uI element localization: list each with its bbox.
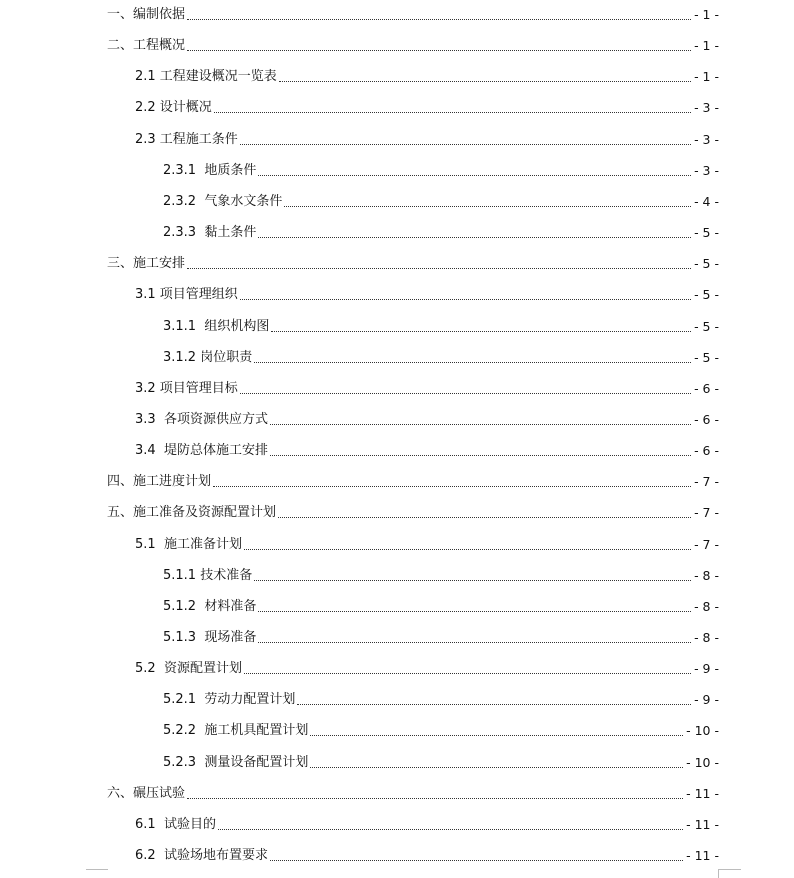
toc-entry-page-number: - 10 - <box>686 723 719 739</box>
toc-leader-dots <box>279 80 691 82</box>
toc-leader-dots <box>240 143 691 145</box>
toc-leader-dots <box>258 236 691 238</box>
toc-entry-page-number: - 6 - <box>694 380 719 396</box>
toc-leader-dots <box>187 797 683 799</box>
toc-entry[interactable] <box>107 4 719 24</box>
toc-entry-page-number: - 7 - <box>694 474 719 490</box>
toc-entry-title[interactable]: 五、施工准备及资源配置计划 <box>107 505 277 521</box>
toc-leader-dots <box>240 392 691 394</box>
toc-entry-title[interactable]: 3.3 各项资源供应方式 <box>135 411 268 427</box>
toc-entry-title[interactable]: 四、施工进度计划 <box>107 474 212 490</box>
toc-entry-page-number: - 4 - <box>694 193 719 209</box>
toc-entry[interactable] <box>163 191 719 211</box>
toc-entry[interactable] <box>163 222 719 242</box>
toc-entry-title[interactable]: 3.4 堤防总体施工安排 <box>135 443 268 459</box>
toc-entry-title[interactable]: 2.3.2 气象水文条件 <box>163 193 283 209</box>
toc-entry-page-number: - 5 - <box>694 256 719 272</box>
toc-entry[interactable] <box>107 253 719 273</box>
toc-entry[interactable] <box>135 66 719 86</box>
toc-leader-dots <box>254 579 691 581</box>
toc-entry-page-number: - 1 - <box>694 38 719 54</box>
toc-entry[interactable] <box>135 409 719 429</box>
toc-entry[interactable] <box>135 97 719 117</box>
toc-entry-page-number: - 5 - <box>694 225 719 240</box>
toc-leader-dots <box>258 641 691 643</box>
toc-entry-page-number: - 7 - <box>694 505 719 521</box>
toc-entry-title[interactable]: 二、工程概况 <box>107 38 186 54</box>
toc-leader-dots <box>270 454 691 456</box>
toc-entry-page-number: - 3 - <box>694 131 719 147</box>
toc-entry-title[interactable]: 6.1 试验目的 <box>135 816 216 832</box>
toc-leader-dots <box>254 361 691 363</box>
toc-entry[interactable] <box>163 160 719 180</box>
toc-entry[interactable] <box>135 814 719 834</box>
toc-entry[interactable] <box>135 440 719 460</box>
toc-leader-dots <box>187 267 691 269</box>
toc-entry[interactable] <box>107 35 719 55</box>
toc-entry-page-number: - 11 - <box>686 785 719 801</box>
toc-entry-title[interactable]: 6.2 试验场地布置要求 <box>135 848 268 863</box>
toc-leader-dots <box>187 49 691 51</box>
toc-leader-dots <box>310 766 683 768</box>
toc-entry-title[interactable]: 3.1 项目管理组织 <box>135 287 238 303</box>
toc-entry-title[interactable]: 2.3.3 黏土条件 <box>163 225 257 240</box>
toc-entry[interactable] <box>135 845 719 865</box>
toc-entry[interactable] <box>107 783 719 803</box>
toc-entry-page-number: - 8 - <box>694 567 719 583</box>
toc-entry-title[interactable]: 2.3.1 地质条件 <box>163 162 257 178</box>
toc-entry-page-number: - 9 - <box>694 692 719 708</box>
toc-entry[interactable] <box>135 129 719 149</box>
toc-entry-title[interactable]: 5.2 资源配置计划 <box>135 661 242 677</box>
toc-entry-page-number: - 7 - <box>694 536 719 552</box>
toc-entry-page-number: - 8 - <box>694 630 719 645</box>
toc-entry[interactable] <box>163 689 719 709</box>
toc-entry[interactable] <box>163 347 719 367</box>
toc-entry[interactable] <box>163 627 719 647</box>
toc-entry[interactable] <box>135 378 719 398</box>
toc-leader-dots <box>310 734 683 736</box>
toc-leader-dots <box>297 703 691 705</box>
toc-entry-page-number: - 5 - <box>694 349 719 365</box>
toc-entry-title[interactable]: 2.3 工程施工条件 <box>135 131 238 147</box>
toc-entry[interactable] <box>163 752 719 772</box>
toc-entry-page-number: - 5 - <box>694 318 719 334</box>
toc-leader-dots <box>244 548 691 550</box>
toc-entry-title[interactable]: 一、编制依据 <box>107 7 186 22</box>
toc-entry-page-number: - 10 - <box>686 754 719 770</box>
toc-entry-page-number: - 9 - <box>694 661 719 677</box>
toc-entry-page-number: - 11 - <box>686 816 719 832</box>
toc-leader-dots <box>271 330 691 332</box>
toc-entry-title[interactable]: 5.1.2 材料准备 <box>163 598 257 614</box>
toc-entry-title[interactable]: 2.1 工程建设概况一览表 <box>135 69 277 85</box>
toc-entry-page-number: - 1 - <box>694 7 719 22</box>
toc-entry-page-number: - 8 - <box>694 598 719 614</box>
toc-entry-title[interactable]: 三、施工安排 <box>107 256 186 272</box>
toc-entry-page-number: - 6 - <box>694 443 719 459</box>
toc-entry-title[interactable]: 2.2 设计概况 <box>135 100 212 116</box>
toc-entry[interactable] <box>163 596 719 616</box>
toc-entry-title[interactable]: 5.2.2 施工机具配置计划 <box>163 723 309 739</box>
toc-entry[interactable] <box>163 720 719 740</box>
toc-entry-page-number: - 1 - <box>694 69 719 85</box>
toc-entry-page-number: - 5 - <box>694 287 719 303</box>
toc-entry-page-number: - 3 - <box>694 162 719 178</box>
toc-entry-title[interactable]: 5.1.1 技术准备 <box>163 567 253 583</box>
toc-leader-dots <box>187 18 691 20</box>
toc-entry-page-number: - 6 - <box>694 411 719 427</box>
toc-entry-title[interactable]: 5.1.3 现场准备 <box>163 630 257 645</box>
toc-entry[interactable] <box>135 534 719 554</box>
toc-entry-title[interactable]: 六、碾压试验 <box>107 785 186 801</box>
toc-leader-dots <box>270 859 683 861</box>
toc-leader-dots <box>278 516 691 518</box>
toc-leader-dots <box>258 174 691 176</box>
toc-entry-title[interactable]: 3.2 项目管理目标 <box>135 380 238 396</box>
toc-leader-dots <box>218 828 683 830</box>
toc-entry-page-number: - 3 - <box>694 100 719 116</box>
toc-entry[interactable] <box>135 658 719 678</box>
toc-entry-page-number: - 11 - <box>686 848 719 863</box>
toc-entry-title[interactable]: 5.2.1 劳动力配置计划 <box>163 692 296 708</box>
toc-leader-dots <box>214 111 691 113</box>
toc-leader-dots <box>258 610 691 612</box>
toc-entry[interactable] <box>107 471 719 491</box>
toc-entry[interactable] <box>107 502 719 522</box>
toc-entry-title[interactable]: 5.2.3 测量设备配置计划 <box>163 754 309 770</box>
toc-entry[interactable] <box>163 565 719 585</box>
toc-entry[interactable] <box>163 316 719 336</box>
toc-entry-title[interactable]: 5.1 施工准备计划 <box>135 536 242 552</box>
toc-leader-dots <box>244 672 691 674</box>
toc-entry[interactable] <box>135 284 719 304</box>
toc-leader-dots <box>240 298 691 300</box>
toc-entry-title[interactable]: 3.1.2 岗位职责 <box>163 349 253 365</box>
toc-leader-dots <box>213 485 691 487</box>
toc-leader-dots <box>284 205 691 207</box>
toc-leader-dots <box>270 423 691 425</box>
toc-entry-title[interactable]: 3.1.1 组织机构图 <box>163 318 270 334</box>
